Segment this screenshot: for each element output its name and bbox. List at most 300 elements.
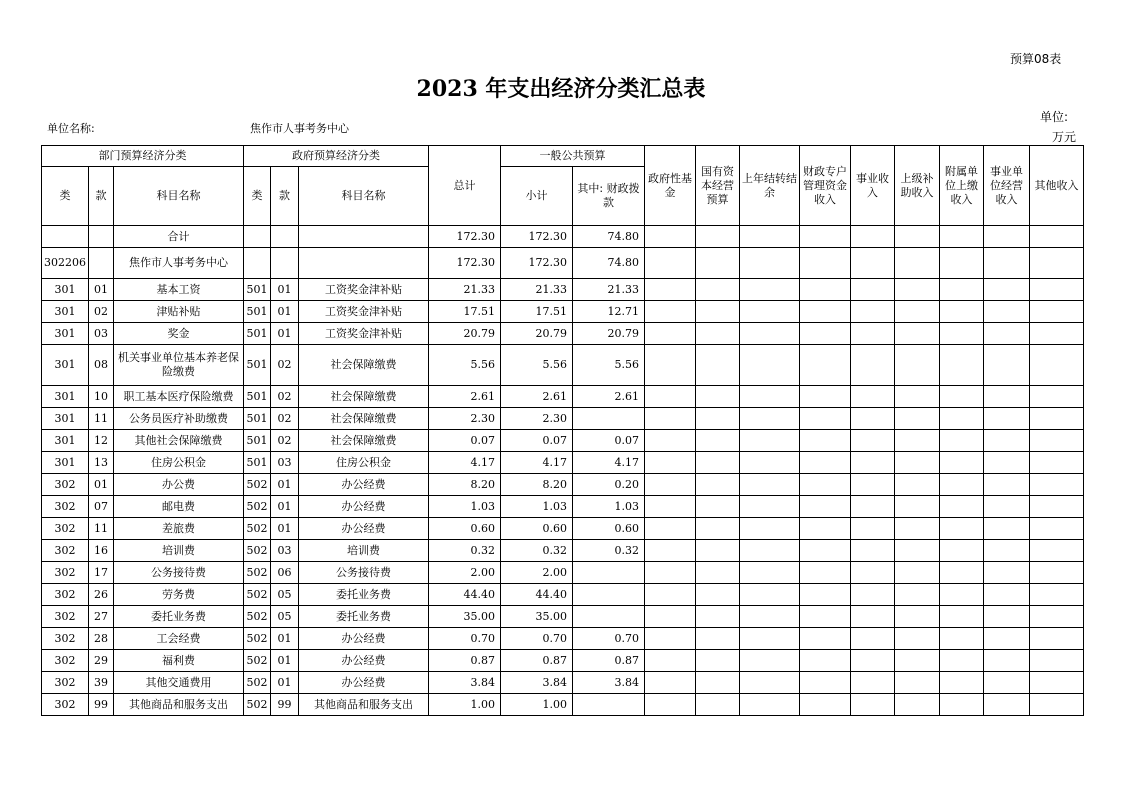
cell-dept-class: 302 — [42, 628, 89, 650]
cell-empty — [696, 518, 740, 540]
cell-dept-item: 17 — [89, 562, 114, 584]
cell-subtotal: 4.17 — [501, 452, 573, 474]
cell-total: 17.51 — [429, 301, 501, 323]
cell-gov-class — [244, 248, 271, 279]
header-gov-fund: 政府性基金 — [645, 146, 696, 226]
cell-empty — [895, 226, 940, 248]
cell-empty — [800, 628, 851, 650]
cell-empty — [740, 248, 800, 279]
cell-empty — [851, 474, 895, 496]
cell-empty — [800, 408, 851, 430]
cell-empty — [895, 628, 940, 650]
cell-empty — [1030, 584, 1084, 606]
cell-gov-name: 办公经费 — [299, 518, 429, 540]
cell-gov-item: 02 — [271, 386, 299, 408]
cell-empty — [851, 408, 895, 430]
cell-dept-item: 08 — [89, 345, 114, 386]
cell-empty — [984, 496, 1030, 518]
cell-empty — [740, 606, 800, 628]
cell-gov-item: 03 — [271, 452, 299, 474]
cell-empty — [645, 518, 696, 540]
cell-empty — [895, 430, 940, 452]
cell-total: 2.30 — [429, 408, 501, 430]
cell-subtotal: 17.51 — [501, 301, 573, 323]
cell-empty — [1030, 474, 1084, 496]
cell-dept-name: 焦作市人事考务中心 — [114, 248, 244, 279]
cell-empty — [851, 562, 895, 584]
cell-subtotal: 5.56 — [501, 345, 573, 386]
table-row — [42, 584, 1084, 606]
cell-fin: 5.56 — [573, 345, 645, 386]
header-dept-classification: 部门预算经济分类 — [42, 146, 244, 167]
cell-fin: 0.70 — [573, 628, 645, 650]
cell-empty — [696, 584, 740, 606]
table-row — [42, 452, 1084, 474]
cell-gov-class: 502 — [244, 672, 271, 694]
cell-empty — [1030, 301, 1084, 323]
cell-empty — [851, 301, 895, 323]
cell-empty — [800, 474, 851, 496]
cell-subtotal: 1.03 — [501, 496, 573, 518]
cell-empty — [940, 430, 984, 452]
cell-gov-name — [299, 248, 429, 279]
cell-empty — [800, 279, 851, 301]
cell-empty — [984, 345, 1030, 386]
cell-empty — [1030, 672, 1084, 694]
cell-fin — [573, 562, 645, 584]
cell-empty — [740, 628, 800, 650]
cell-empty — [800, 496, 851, 518]
cell-empty — [740, 474, 800, 496]
cell-empty — [1030, 323, 1084, 345]
cell-gov-name: 培训费 — [299, 540, 429, 562]
cell-empty — [851, 584, 895, 606]
header-career-income: 事业收入 — [851, 146, 895, 226]
table-row — [42, 694, 1084, 716]
cell-subtotal: 172.30 — [501, 248, 573, 279]
cell-empty — [940, 452, 984, 474]
cell-dept-name: 公务员医疗补助缴费 — [114, 408, 244, 430]
cell-total: 44.40 — [429, 584, 501, 606]
cell-empty — [800, 226, 851, 248]
cell-gov-name — [299, 226, 429, 248]
cell-dept-class: 302 — [42, 474, 89, 496]
cell-fin: 1.03 — [573, 496, 645, 518]
cell-empty — [696, 496, 740, 518]
cell-gov-name: 工资奖金津补贴 — [299, 301, 429, 323]
cell-dept-item: 28 — [89, 628, 114, 650]
header-gov-item: 款 — [271, 167, 299, 226]
cell-empty — [984, 452, 1030, 474]
cell-fin: 0.07 — [573, 430, 645, 452]
cell-dept-name: 福利费 — [114, 650, 244, 672]
cell-empty — [940, 386, 984, 408]
header-affiliated: 附属单位上缴收入 — [940, 146, 984, 226]
header-dept-item: 款 — [89, 167, 114, 226]
header-state-capital: 国有资本经营预算 — [696, 146, 740, 226]
cell-total: 5.56 — [429, 345, 501, 386]
cell-empty — [984, 518, 1030, 540]
cell-gov-item: 01 — [271, 672, 299, 694]
header-gov-name: 科目名称 — [299, 167, 429, 226]
cell-empty — [645, 408, 696, 430]
cell-empty — [740, 518, 800, 540]
expenditure-table — [41, 145, 1084, 716]
header-dept-class: 类 — [42, 167, 89, 226]
cell-fin: 74.80 — [573, 248, 645, 279]
cell-gov-item: 02 — [271, 408, 299, 430]
cell-empty — [696, 540, 740, 562]
cell-total: 2.61 — [429, 386, 501, 408]
cell-empty — [645, 496, 696, 518]
cell-dept-item: 01 — [89, 474, 114, 496]
cell-empty — [645, 474, 696, 496]
cell-empty — [895, 496, 940, 518]
cell-empty — [645, 301, 696, 323]
cell-empty — [940, 606, 984, 628]
cell-empty — [800, 562, 851, 584]
form-number: 预算08表 — [1010, 52, 1062, 66]
cell-subtotal: 44.40 — [501, 584, 573, 606]
header-gov-class: 类 — [244, 167, 271, 226]
cell-gov-class: 501 — [244, 323, 271, 345]
cell-empty — [696, 408, 740, 430]
cell-dept-name: 邮电费 — [114, 496, 244, 518]
cell-empty — [851, 606, 895, 628]
cell-fin: 2.61 — [573, 386, 645, 408]
cell-empty — [984, 226, 1030, 248]
cell-empty — [895, 345, 940, 386]
header-of-which-fin: 其中: 财政拨款 — [573, 167, 645, 226]
cell-empty — [696, 226, 740, 248]
cell-dept-item: 16 — [89, 540, 114, 562]
cell-empty — [800, 540, 851, 562]
cell-gov-class — [244, 226, 271, 248]
cell-total: 0.07 — [429, 430, 501, 452]
cell-empty — [895, 474, 940, 496]
cell-empty — [940, 584, 984, 606]
cell-subtotal: 35.00 — [501, 606, 573, 628]
cell-gov-class: 501 — [244, 279, 271, 301]
cell-empty — [645, 606, 696, 628]
table-row — [42, 386, 1084, 408]
cell-subtotal: 0.07 — [501, 430, 573, 452]
cell-empty — [645, 562, 696, 584]
table-row — [42, 248, 1084, 279]
cell-empty — [696, 562, 740, 584]
cell-gov-class: 502 — [244, 650, 271, 672]
cell-total: 3.84 — [429, 672, 501, 694]
cell-empty — [984, 694, 1030, 716]
cell-fin: 0.20 — [573, 474, 645, 496]
cell-gov-name: 住房公积金 — [299, 452, 429, 474]
cell-empty — [740, 345, 800, 386]
cell-empty — [984, 430, 1030, 452]
cell-empty — [940, 540, 984, 562]
header-general-budget: 一般公共预算 — [501, 146, 645, 167]
cell-dept-item — [89, 248, 114, 279]
cell-empty — [984, 584, 1030, 606]
cell-empty — [800, 323, 851, 345]
cell-dept-class: 301 — [42, 386, 89, 408]
page-title: 2023 年支出经济分类汇总表 — [416, 76, 706, 102]
cell-empty — [645, 628, 696, 650]
cell-empty — [740, 301, 800, 323]
cell-dept-class: 301 — [42, 279, 89, 301]
cell-empty — [984, 301, 1030, 323]
table-row — [42, 226, 1084, 248]
cell-empty — [895, 408, 940, 430]
cell-empty — [645, 323, 696, 345]
cell-total: 0.60 — [429, 518, 501, 540]
cell-empty — [696, 386, 740, 408]
cell-fin: 12.71 — [573, 301, 645, 323]
table-row — [42, 672, 1084, 694]
cell-empty — [645, 540, 696, 562]
cell-dept-item: 07 — [89, 496, 114, 518]
cell-gov-item: 01 — [271, 279, 299, 301]
cell-dept-item: 29 — [89, 650, 114, 672]
cell-gov-class: 502 — [244, 628, 271, 650]
cell-total: 21.33 — [429, 279, 501, 301]
cell-gov-item: 01 — [271, 474, 299, 496]
header-other-income: 其他收入 — [1030, 146, 1084, 226]
cell-empty — [895, 386, 940, 408]
cell-dept-item: 99 — [89, 694, 114, 716]
cell-dept-item: 13 — [89, 452, 114, 474]
cell-empty — [895, 540, 940, 562]
cell-empty — [696, 345, 740, 386]
cell-gov-name: 社会保障缴费 — [299, 386, 429, 408]
cell-empty — [696, 248, 740, 279]
table-row — [42, 345, 1084, 386]
cell-empty — [740, 226, 800, 248]
cell-empty — [645, 279, 696, 301]
cell-gov-item: 02 — [271, 430, 299, 452]
cell-dept-class: 302 — [42, 562, 89, 584]
cell-empty — [800, 606, 851, 628]
cell-gov-item: 05 — [271, 606, 299, 628]
cell-empty — [1030, 650, 1084, 672]
cell-empty — [740, 540, 800, 562]
cell-empty — [984, 562, 1030, 584]
cell-gov-class: 502 — [244, 518, 271, 540]
unit-label: 单位: — [1040, 110, 1069, 124]
cell-total: 172.30 — [429, 226, 501, 248]
cell-empty — [696, 606, 740, 628]
cell-dept-name: 基本工资 — [114, 279, 244, 301]
cell-empty — [895, 518, 940, 540]
table-row — [42, 650, 1084, 672]
cell-fin — [573, 694, 645, 716]
cell-empty — [800, 248, 851, 279]
cell-gov-name: 办公经费 — [299, 628, 429, 650]
cell-empty — [1030, 496, 1084, 518]
cell-dept-name: 其他商品和服务支出 — [114, 694, 244, 716]
header-career-operation: 事业单位经营收入 — [984, 146, 1030, 226]
cell-gov-item — [271, 226, 299, 248]
cell-dept-name: 机关事业单位基本养老保险缴费 — [114, 345, 244, 386]
cell-empty — [1030, 452, 1084, 474]
cell-empty — [895, 606, 940, 628]
cell-gov-class: 502 — [244, 694, 271, 716]
cell-empty — [940, 323, 984, 345]
cell-empty — [645, 672, 696, 694]
cell-empty — [1030, 226, 1084, 248]
cell-total: 2.00 — [429, 562, 501, 584]
cell-dept-class: 302 — [42, 518, 89, 540]
cell-empty — [984, 474, 1030, 496]
cell-dept-class: 301 — [42, 323, 89, 345]
cell-empty — [1030, 540, 1084, 562]
cell-dept-item: 11 — [89, 518, 114, 540]
cell-dept-class: 302 — [42, 650, 89, 672]
cell-empty — [645, 226, 696, 248]
cell-dept-name: 其他社会保障缴费 — [114, 430, 244, 452]
cell-empty — [851, 345, 895, 386]
cell-gov-class: 502 — [244, 496, 271, 518]
cell-empty — [984, 323, 1030, 345]
cell-gov-item: 01 — [271, 323, 299, 345]
cell-empty — [851, 430, 895, 452]
cell-empty — [800, 672, 851, 694]
cell-gov-item: 06 — [271, 562, 299, 584]
header-carryover: 上年结转结余 — [740, 146, 800, 226]
cell-empty — [740, 672, 800, 694]
cell-gov-name: 办公经费 — [299, 496, 429, 518]
cell-empty — [940, 672, 984, 694]
cell-empty — [940, 345, 984, 386]
cell-empty — [851, 518, 895, 540]
table-row — [42, 474, 1084, 496]
cell-gov-class: 501 — [244, 430, 271, 452]
cell-empty — [940, 408, 984, 430]
cell-empty — [740, 408, 800, 430]
cell-gov-name: 工资奖金津补贴 — [299, 323, 429, 345]
header-dept-name: 科目名称 — [114, 167, 244, 226]
cell-fin — [573, 584, 645, 606]
cell-gov-item: 03 — [271, 540, 299, 562]
cell-gov-name: 办公经费 — [299, 650, 429, 672]
cell-total: 8.20 — [429, 474, 501, 496]
table-row — [42, 323, 1084, 345]
table-row — [42, 606, 1084, 628]
table-row — [42, 628, 1084, 650]
cell-gov-class: 501 — [244, 452, 271, 474]
cell-empty — [740, 386, 800, 408]
cell-gov-name: 其他商品和服务支出 — [299, 694, 429, 716]
cell-dept-name: 委托业务费 — [114, 606, 244, 628]
cell-empty — [800, 430, 851, 452]
cell-dept-class: 302 — [42, 540, 89, 562]
cell-empty — [696, 279, 740, 301]
cell-dept-item: 01 — [89, 279, 114, 301]
cell-empty — [984, 606, 1030, 628]
unit-value: 万元 — [1052, 130, 1077, 144]
cell-dept-name: 合计 — [114, 226, 244, 248]
cell-empty — [696, 301, 740, 323]
cell-dept-name: 其他交通费用 — [114, 672, 244, 694]
cell-empty — [895, 452, 940, 474]
cell-empty — [895, 301, 940, 323]
cell-empty — [1030, 694, 1084, 716]
cell-empty — [851, 248, 895, 279]
cell-dept-class: 301 — [42, 452, 89, 474]
cell-empty — [1030, 430, 1084, 452]
cell-empty — [1030, 628, 1084, 650]
cell-empty — [984, 386, 1030, 408]
cell-empty — [895, 694, 940, 716]
cell-empty — [940, 279, 984, 301]
table-row — [42, 496, 1084, 518]
cell-empty — [800, 386, 851, 408]
cell-empty — [740, 562, 800, 584]
cell-empty — [740, 584, 800, 606]
cell-empty — [984, 672, 1030, 694]
cell-empty — [696, 452, 740, 474]
cell-empty — [895, 650, 940, 672]
cell-empty — [800, 584, 851, 606]
cell-empty — [1030, 562, 1084, 584]
cell-total: 0.32 — [429, 540, 501, 562]
cell-empty — [940, 694, 984, 716]
cell-gov-item — [271, 248, 299, 279]
cell-empty — [940, 301, 984, 323]
cell-gov-name: 委托业务费 — [299, 606, 429, 628]
cell-gov-class: 502 — [244, 562, 271, 584]
cell-fin: 20.79 — [573, 323, 645, 345]
cell-empty — [984, 650, 1030, 672]
cell-empty — [984, 408, 1030, 430]
cell-empty — [740, 279, 800, 301]
cell-gov-class: 501 — [244, 345, 271, 386]
cell-subtotal: 8.20 — [501, 474, 573, 496]
cell-empty — [645, 248, 696, 279]
cell-empty — [740, 496, 800, 518]
cell-empty — [851, 540, 895, 562]
cell-empty — [1030, 248, 1084, 279]
table-row — [42, 518, 1084, 540]
cell-dept-class: 302 — [42, 606, 89, 628]
cell-empty — [800, 694, 851, 716]
cell-empty — [800, 452, 851, 474]
cell-total: 20.79 — [429, 323, 501, 345]
cell-dept-class: 302206 — [42, 248, 89, 279]
cell-empty — [740, 650, 800, 672]
cell-gov-class: 501 — [244, 408, 271, 430]
cell-empty — [984, 248, 1030, 279]
cell-empty — [851, 323, 895, 345]
cell-empty — [851, 628, 895, 650]
cell-dept-class: 301 — [42, 430, 89, 452]
cell-empty — [940, 650, 984, 672]
cell-empty — [1030, 386, 1084, 408]
cell-fin: 4.17 — [573, 452, 645, 474]
cell-gov-name: 办公经费 — [299, 672, 429, 694]
cell-total: 0.87 — [429, 650, 501, 672]
cell-dept-name: 差旅费 — [114, 518, 244, 540]
cell-total: 172.30 — [429, 248, 501, 279]
header-fin-special: 财政专户管理资金收入 — [800, 146, 851, 226]
cell-dept-name: 津贴补贴 — [114, 301, 244, 323]
cell-empty — [645, 650, 696, 672]
cell-gov-item: 01 — [271, 301, 299, 323]
cell-empty — [984, 540, 1030, 562]
cell-empty — [696, 672, 740, 694]
cell-empty — [851, 672, 895, 694]
cell-gov-class: 502 — [244, 474, 271, 496]
cell-empty — [851, 279, 895, 301]
